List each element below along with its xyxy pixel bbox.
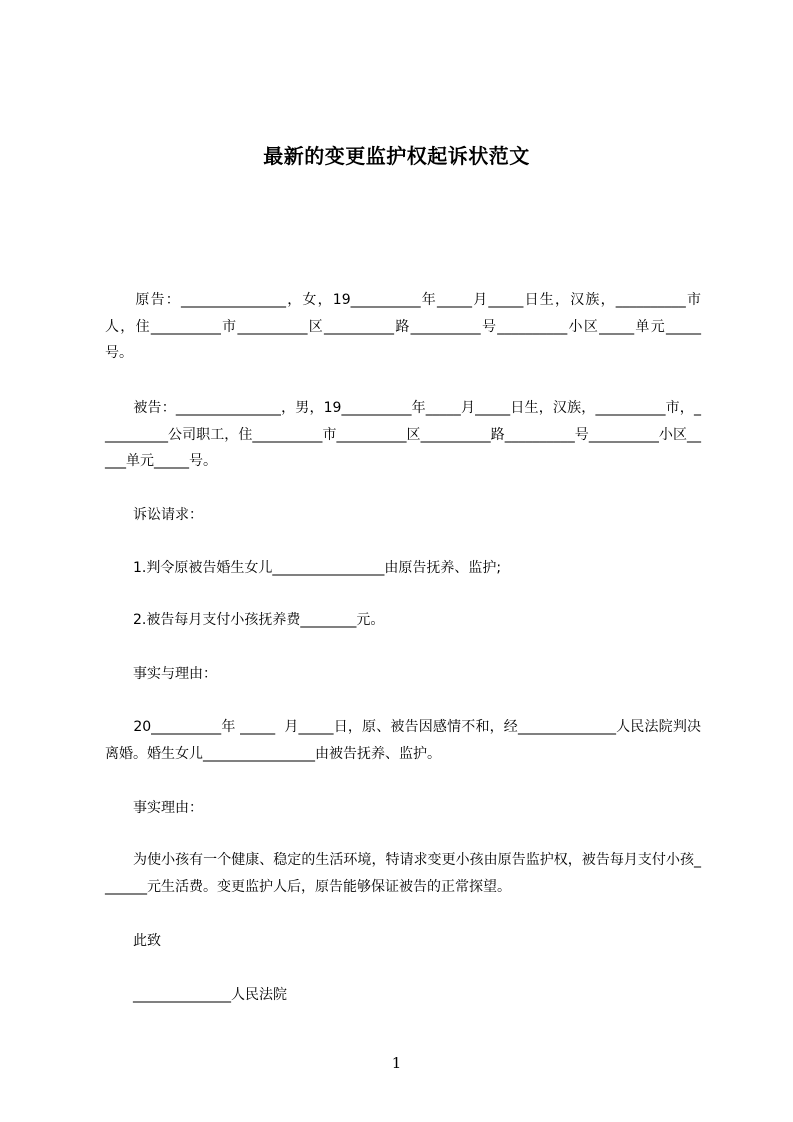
reasons-heading: 事实理由： bbox=[105, 800, 203, 816]
page-number: 1 bbox=[391, 1054, 402, 1072]
reasons-paragraph: 为使小孩有一个健康、稳定的生活环境，特请求变更小孩由原告监护权，被告每月支付小孩_______元生活费。变更监护人后，原告能够保证被告的正常探望。 bbox=[105, 852, 701, 895]
document-title: 最新的变更监护权起诉状范文 bbox=[263, 144, 530, 168]
facts-paragraph: 20__________年 _____ 月_____日，原、被告因感情不和，经______________人民法院判决离婚。婚生女儿________________由被告抚养、监护。 bbox=[105, 719, 701, 762]
facts-heading: 事实与理由： bbox=[105, 666, 217, 682]
claim-item-1: 1.判令原被告婚生女儿________________由原告抚养、监护; bbox=[105, 560, 502, 576]
plaintiff-paragraph: 原告：_______________，女，19__________年_____月_____日生，汉族，__________市人，住__________市__________区__________路__________号__________小区_____单元_____号。 bbox=[105, 292, 701, 361]
court-line: ______________人民法院 bbox=[105, 987, 287, 1003]
claims-heading: 诉讼请求： bbox=[105, 507, 203, 523]
closing-text: 此致 bbox=[105, 933, 161, 949]
defendant-paragraph: 被告：_______________，男，19__________年_____月_____日生，汉族，__________市，__________公司职工，住__________市__________区__________路__________号__________小区_____单元_____号。 bbox=[105, 400, 701, 469]
claim-item-2: 2.被告每月支付小孩抚养费________元。 bbox=[105, 612, 385, 628]
